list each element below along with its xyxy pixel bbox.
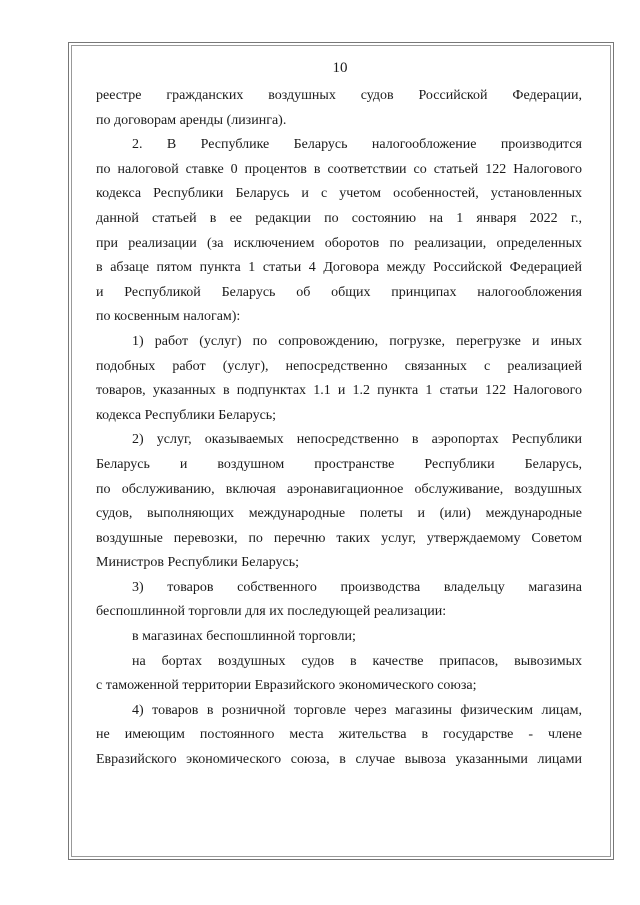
text-line: 4) товаров в розничной торговле через магазины физическим лицам, (132, 702, 582, 718)
paragraph-subitem-3 (96, 576, 582, 625)
text-line: по косвенным налогам): (96, 309, 241, 325)
text-line: на бортах воздушных судов в качестве припасов, вывозимых (132, 653, 582, 669)
paragraph-aircraft-supplies (96, 650, 582, 699)
paragraph-subitem-1 (96, 330, 582, 428)
text-line: Министров Республики Беларусь; (96, 555, 300, 571)
text-line: 1) работ (услуг) по сопровождению, погрузке, перегрузке и иных (132, 333, 582, 349)
text-line: кодекса Республики Беларусь; (96, 407, 277, 423)
text-line: данной статьей в ее редакции по состоянию на 1 января 2022 г., (96, 210, 582, 226)
text-line: и Республикой Беларусь об общих принципах налогообложения (96, 284, 582, 300)
text-line: 3) товаров собственного производства владельцу магазина (132, 579, 582, 595)
text-line: по обслуживанию, включая аэронавигационное обслуживание, воздушных (96, 481, 582, 497)
text-line: с таможенной территории Евразийского экономического союза; (96, 678, 477, 694)
text-line: беспошлинной торговли для их последующей реализации: (96, 604, 447, 620)
paragraph-item-2 (96, 133, 582, 330)
text-line: кодекса Республики Беларусь и с учетом особенностей, установленных (96, 186, 582, 202)
paragraph-subitem-4 (96, 699, 582, 773)
text-line: по договорам аренды (лизинга). (96, 112, 287, 128)
text-line: подобных работ (услуг), непосредственно связанных с реализацией (96, 358, 582, 374)
text-line: 2) услуг, оказываемых непосредственно в аэропортах Республики (132, 432, 582, 448)
text-line: 2. В Республике Беларусь налогообложение производится (132, 137, 582, 153)
document-body (96, 84, 582, 773)
page-number: 10 (332, 60, 348, 76)
paragraph-subitem-2 (96, 428, 582, 576)
text-line: товаров, указанных в подпунктах 1.1 и 1.2 пункта 1 статьи 122 Налогового (96, 383, 582, 399)
text-line: при реализации (за исключением оборотов по реализации, определенных (96, 235, 582, 251)
text-line: воздушные перевозки, по перечню таких услуг, утверждаемому Советом (96, 530, 582, 546)
text-line: Евразийского экономического союза, в случае вывоза указанными лицами (96, 752, 582, 768)
text-line: по налоговой ставке 0 процентов в соответствии со статьей 122 Налогового (96, 161, 582, 177)
paragraph-continuation (96, 84, 582, 133)
paragraph-duty-free-shops (96, 625, 582, 650)
text-line: реестре гражданских воздушных судов Российской Федерации, (96, 88, 582, 103)
text-line: в магазинах беспошлинной торговли; (132, 629, 356, 645)
text-line: не имеющим постоянного места жительства в государстве - члене (96, 727, 582, 743)
text-line: Беларусь и воздушном пространстве Республики Беларусь, (96, 456, 582, 472)
text-line: судов, выполняющих международные полеты и (или) международные (96, 506, 582, 522)
text-line: в абзаце пятом пункта 1 статьи 4 Договора между Российской Федерацией (96, 260, 582, 276)
